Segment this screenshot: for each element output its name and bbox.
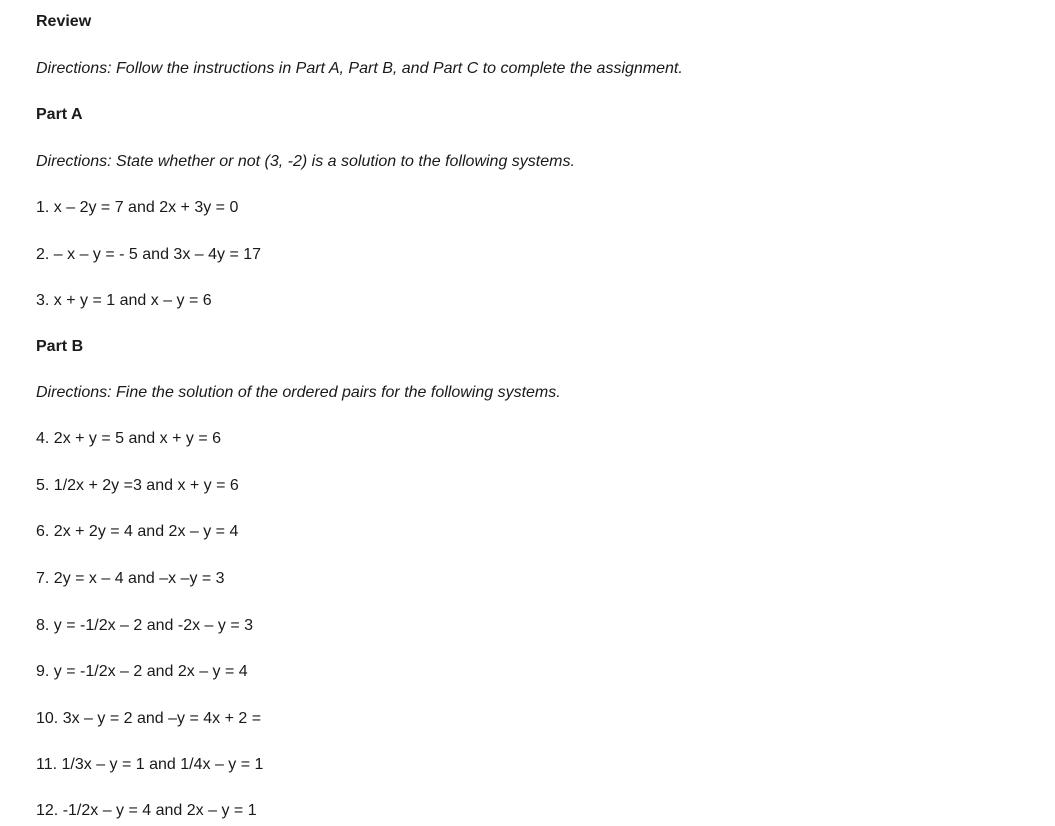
problem-item: 3. x + y = 1 and x – y = 6 [36, 292, 212, 309]
problem-item: 10. 3x – y = 2 and –y = 4x + 2 = [36, 710, 262, 727]
part-a-directions: Directions: State whether or not (3, -2) is a solution to the following systems. [36, 153, 575, 170]
problem-item: 2. – x – y = - 5 and 3x – 4y = 17 [36, 246, 262, 263]
problem-item: 6. 2x + 2y = 4 and 2x – y = 4 [36, 523, 239, 540]
problem-item: 9. y = -1/2x – 2 and 2x – y = 4 [36, 663, 248, 680]
general-directions: Directions: Follow the instructions in Part A, Part B, and Part C to complete the assignment. [36, 60, 683, 77]
problem-item: 1. x – 2y = 7 and 2x + 3y = 0 [36, 199, 239, 216]
problem-item: 5. 1/2x + 2y =3 and x + y = 6 [36, 477, 239, 494]
problem-item: 4. 2x + y = 5 and x + y = 6 [36, 430, 222, 447]
part-a-heading: Part A [36, 106, 83, 123]
page-title: Review [36, 13, 92, 30]
problem-item: 7. 2y = x – 4 and –x –y = 3 [36, 570, 225, 587]
part-b-directions: Directions: Fine the solution of the ordered pairs for the following systems. [36, 384, 561, 401]
problem-item: 8. y = -1/2x – 2 and -2x – y = 3 [36, 617, 254, 634]
problem-item: 12. -1/2x – y = 4 and 2x – y = 1 [36, 802, 257, 819]
problem-item: 11. 1/3x – y = 1 and 1/4x – y = 1 [36, 756, 264, 773]
part-b-heading: Part B [36, 338, 84, 355]
